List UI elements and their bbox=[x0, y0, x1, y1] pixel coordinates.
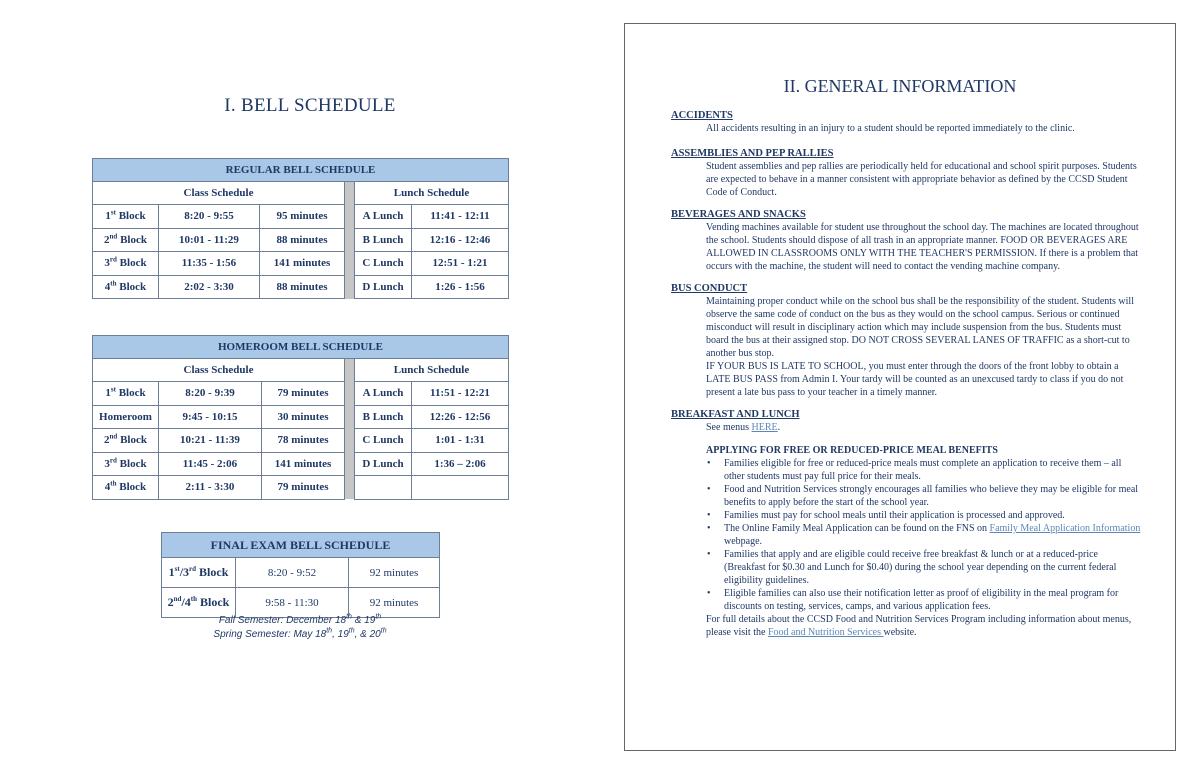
time-cell: 11:45 - 2:06 bbox=[159, 452, 262, 476]
family-meal-application-link[interactable]: Family Meal Application Information bbox=[989, 523, 1141, 534]
block-cell: 2nd Block bbox=[93, 228, 159, 252]
time-cell: 2:11 - 3:30 bbox=[159, 476, 262, 500]
block-cell: 2nd Block bbox=[93, 429, 159, 453]
list-item: • Eligible families can also use their notification letter as proof of eligibility in the meal program for discounts on testing, services, camps, and various application fees. bbox=[724, 587, 1141, 613]
minutes-cell: 95 minutes bbox=[260, 205, 345, 229]
table-row bbox=[162, 588, 440, 618]
see-menus-text: See menus HERE. bbox=[706, 422, 781, 433]
lunch-schedule-header: Lunch Schedule bbox=[355, 182, 509, 205]
lunch-cell: A Lunch bbox=[355, 382, 412, 406]
lunch-schedule-header: Lunch Schedule bbox=[355, 359, 509, 382]
homeroom-schedule-title: HOMEROOM BELL SCHEDULE bbox=[93, 336, 509, 359]
nutrition-footer-text: For full details about the CCSD Food and Nutrition Services Program including information about menus, please visit the Food and Nutrition Services website. bbox=[706, 614, 1132, 638]
final-exam-schedule-table bbox=[161, 532, 440, 618]
general-information-content bbox=[671, 109, 1141, 639]
list-item: • The Online Family Meal Application can be found on the FNS on Family Meal Application Information webpage. bbox=[724, 522, 1141, 548]
block-cell: 2nd/4th Block bbox=[162, 588, 236, 618]
block-cell: 1st Block bbox=[93, 205, 159, 229]
bell-schedule-title: I. BELL SCHEDULE bbox=[224, 95, 396, 116]
list-item: • Families that apply and are eligible could receive free breakfast & lunch or at a reduced-price (Breakfast for $0.30 and Lunch for $0.40) during the school year depending on the current federal eligibility guidelines. bbox=[724, 548, 1141, 587]
beverages-heading: BEVERAGES AND SNACKS bbox=[671, 209, 806, 220]
minutes-cell: 30 minutes bbox=[262, 405, 345, 429]
homeroom-bell-schedule-table bbox=[92, 335, 509, 500]
table-row bbox=[93, 252, 509, 276]
semester-dates bbox=[161, 614, 439, 642]
lunch-cell: B Lunch bbox=[355, 405, 412, 429]
time-cell: 8:20 - 9:55 bbox=[159, 205, 260, 229]
minutes-cell: 92 minutes bbox=[349, 558, 440, 588]
time-cell: 10:01 - 11:29 bbox=[159, 228, 260, 252]
minutes-cell: 141 minutes bbox=[260, 252, 345, 276]
lunch-time-cell: 11:41 - 12:11 bbox=[412, 205, 509, 229]
general-information-page bbox=[624, 23, 1176, 751]
block-cell: 3rd Block bbox=[93, 252, 159, 276]
fall-semester-text: Fall Semester: December 18th & 19th bbox=[218, 613, 382, 626]
minutes-cell: 78 minutes bbox=[262, 429, 345, 453]
minutes-cell: 141 minutes bbox=[262, 452, 345, 476]
lunch-cell: D Lunch bbox=[355, 452, 412, 476]
table-row bbox=[93, 429, 509, 453]
list-item: • Families eligible for free or reduced-price meals must complete an application to receive them – all other students must pay full price for their meals. bbox=[724, 457, 1141, 483]
bus-conduct-heading: BUS CONDUCT bbox=[671, 283, 748, 294]
minutes-cell: 88 minutes bbox=[260, 275, 345, 299]
list-item: • Families must pay for school meals until their application is processed and approved. bbox=[724, 509, 1141, 522]
time-cell: 10:21 - 11:39 bbox=[159, 429, 262, 453]
table-row bbox=[93, 205, 509, 229]
block-cell: 4th Block bbox=[93, 476, 159, 500]
lunch-time-cell bbox=[412, 476, 509, 500]
lunch-time-cell: 12:51 - 1:21 bbox=[412, 252, 509, 276]
time-cell: 2:02 - 3:30 bbox=[159, 275, 260, 299]
class-schedule-header: Class Schedule bbox=[93, 359, 345, 382]
table-row bbox=[93, 382, 509, 406]
lunch-time-cell: 1:36 – 2:06 bbox=[412, 452, 509, 476]
table-row bbox=[93, 452, 509, 476]
food-nutrition-services-link[interactable]: Food and Nutrition Services bbox=[767, 627, 884, 638]
time-cell: 8:20 - 9:39 bbox=[159, 382, 262, 406]
table-row bbox=[93, 476, 509, 500]
lunch-time-cell: 11:51 - 12:21 bbox=[412, 382, 509, 406]
meal-benefits-list bbox=[671, 457, 1141, 613]
final-exam-title: FINAL EXAM BELL SCHEDULE bbox=[162, 533, 440, 558]
block-cell: 4th Block bbox=[93, 275, 159, 299]
assemblies-heading: ASSEMBLIES AND PEP RALLIES bbox=[671, 148, 834, 159]
lunch-cell: C Lunch bbox=[355, 429, 412, 453]
time-cell: 11:35 - 1:56 bbox=[159, 252, 260, 276]
accidents-heading: ACCIDENTS bbox=[671, 110, 733, 121]
lunch-time-cell: 1:01 - 1:31 bbox=[412, 429, 509, 453]
table-row bbox=[93, 275, 509, 299]
lunch-time-cell: 12:26 - 12:56 bbox=[412, 405, 509, 429]
accidents-text: All accidents resulting in an injury to a student should be reported immediately to the clinic. bbox=[706, 123, 1075, 134]
lunch-time-cell: 1:26 - 1:56 bbox=[412, 275, 509, 299]
breakfast-lunch-heading: BREAKFAST AND LUNCH bbox=[671, 409, 800, 420]
block-cell: 3rd Block bbox=[93, 452, 159, 476]
late-bus-text: IF YOUR BUS IS LATE TO SCHOOL, you must enter through the doors of the front lobby to obtain a LATE BUS PASS from Admin I. Your tardy will be counted as an unexcused tardy to class if you do not present a late bus pass to your teacher in a timely manner. bbox=[706, 361, 1124, 398]
regular-schedule-title: REGULAR BELL SCHEDULE bbox=[93, 159, 509, 182]
time-cell: 9:58 - 11:30 bbox=[236, 588, 349, 618]
minutes-cell: 88 minutes bbox=[260, 228, 345, 252]
general-information-title: II. GENERAL INFORMATION bbox=[783, 76, 1017, 96]
block-cell: 1st Block bbox=[93, 382, 159, 406]
column-divider bbox=[345, 359, 355, 500]
list-item: • Food and Nutrition Services strongly encourages all families who believe they may be eligible for meal benefits to apply before the start of the school year. bbox=[724, 483, 1141, 509]
lunch-cell: C Lunch bbox=[355, 252, 412, 276]
bus-conduct-text: Maintaining proper conduct while on the school bus shall be the responsibility of the student. Students will observe the same code of conduct on the bus as they would on the school campus. Serious or continued misconduct will result in disciplinary action which may include suspension from the bus. Students must board the bus at their assigned stop. DO NOT CROSS SEVERAL LANES OF TRAFFIC as a short-cut to another bus stop. bbox=[706, 296, 1134, 359]
table-row bbox=[162, 558, 440, 588]
lunch-cell: B Lunch bbox=[355, 228, 412, 252]
class-schedule-header: Class Schedule bbox=[93, 182, 345, 205]
block-cell: Homeroom bbox=[93, 405, 159, 429]
minutes-cell: 79 minutes bbox=[262, 476, 345, 500]
minutes-cell: 92 minutes bbox=[349, 588, 440, 618]
regular-bell-schedule-table bbox=[92, 158, 509, 299]
table-row bbox=[93, 228, 509, 252]
beverages-text: Vending machines available for student use throughout the school day. The machines are located throughout the school. Students should dispose of all trash in an appropriate manner. FOOD OR BEVERAGES ARE ALLOWED IN CLASSROOMS ONLY WITH THE TEACHER'S PERMISSION. If there is a problem that occurs with the machine, the student will need to contact the vending machine company. bbox=[706, 222, 1139, 272]
minutes-cell: 79 minutes bbox=[262, 382, 345, 406]
lunch-cell: A Lunch bbox=[355, 205, 412, 229]
lunch-cell bbox=[355, 476, 412, 500]
meal-benefits-subheading: APPLYING FOR FREE OR REDUCED-PRICE MEAL BENEFITS bbox=[706, 445, 998, 456]
block-cell: 1st/3rd Block bbox=[162, 558, 236, 588]
lunch-cell: D Lunch bbox=[355, 275, 412, 299]
time-cell: 8:20 - 9:52 bbox=[236, 558, 349, 588]
assemblies-text: Student assemblies and pep rallies are periodically held for educational and school spirit purposes. Students are expected to behave in a manner consistent with appropriate behavior as defined by the CCSD Student Code of Conduct. bbox=[706, 161, 1137, 198]
lunch-time-cell: 12:16 - 12:46 bbox=[412, 228, 509, 252]
time-cell: 9:45 - 10:15 bbox=[159, 405, 262, 429]
column-divider bbox=[345, 182, 355, 299]
menus-link[interactable]: HERE bbox=[751, 422, 778, 433]
table-row bbox=[93, 405, 509, 429]
spring-semester-text: Spring Semester: May 18th, 19th, & 20th bbox=[213, 627, 387, 640]
